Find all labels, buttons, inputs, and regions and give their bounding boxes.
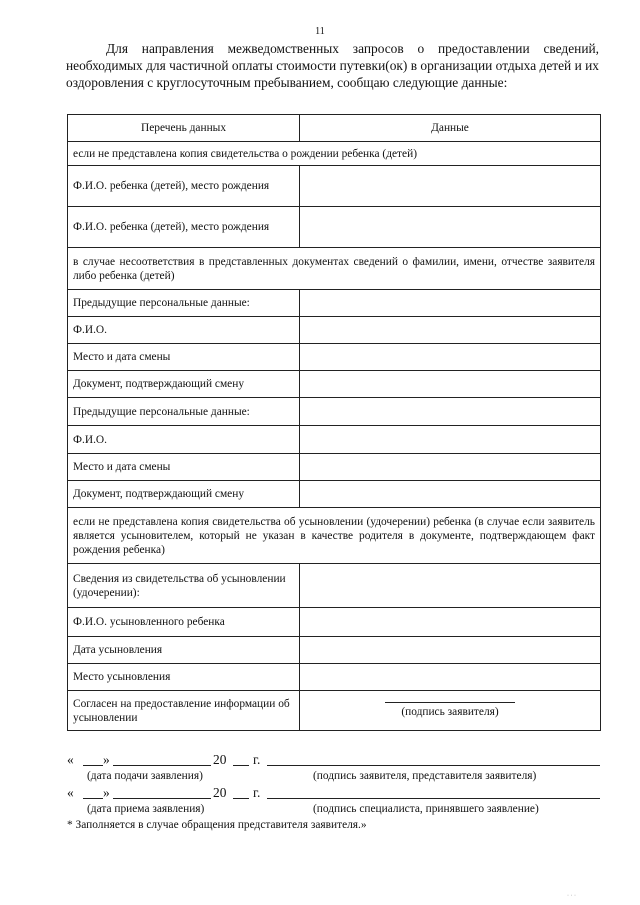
page-number: 11 [315,26,325,37]
signature-blank[interactable] [267,798,600,799]
value-cell[interactable] [300,371,601,398]
month-blank[interactable] [113,798,211,799]
table-row [68,664,601,691]
section-birth-certificate: если не представлена копия свидетельства о рождении ребенка (детей) [68,142,601,166]
reception-date-caption: (дата приема заявления) [87,803,205,815]
quote-close: » [103,785,110,800]
year-prefix: 20 [213,785,227,800]
value-cell[interactable] [300,608,601,637]
header-data-list: Перечень данных [68,115,300,142]
caption-row [67,770,600,784]
row-label: Предыдущие персональные данные: [68,290,300,317]
specialist-signature-caption: (подпись специалиста, принявшего заявление) [313,803,539,815]
year-suffix: г. [253,785,261,800]
table-row [68,398,601,426]
section-row [68,508,601,564]
table-row [68,454,601,481]
signature-caption: (подпись заявителя) [385,702,515,719]
table-row [68,290,601,317]
submission-date-caption: (дата подачи заявления) [87,770,203,782]
row-label: Место усыновления [68,664,300,691]
month-blank[interactable] [113,765,211,766]
value-cell[interactable] [300,637,601,664]
applicant-signature-caption: (подпись заявителя, представителя заявителя) [313,770,537,782]
value-cell[interactable] [300,564,601,608]
section-name-mismatch: в случае несоответствия в представленных документах сведений о фамилии, имени, отчестве заявителя либо ребенка (детей) [68,248,601,290]
row-label: Место и дата смены [68,344,300,371]
row-label: Документ, подтверждающий смену [68,481,300,508]
table-row [68,344,601,371]
signature-cell[interactable] [300,691,601,731]
row-label: Ф.И.О. [68,317,300,344]
year-suffix: г. [253,752,261,767]
row-label: Ф.И.О. ребенка (детей), место рождения [68,166,300,207]
value-cell[interactable] [300,317,601,344]
value-cell[interactable] [300,344,601,371]
footnote: * Заполняется в случае обращения представителя заявителя.» [67,819,367,831]
table-header-row [68,115,601,142]
quote-close: » [103,752,110,767]
row-label: Документ, подтверждающий смену [68,371,300,398]
table-row [68,371,601,398]
submission-date-line [67,752,600,770]
section-adoption-certificate: если не представлена копия свидетельства об усыновлении (удочерении) ребенка (в случае если заявитель является усыновителем, который не указан в качестве родителя в документе, подтверждающем факт рождения ребенка) [68,508,601,564]
table-row [68,317,601,344]
table-row [68,564,601,608]
year-blank[interactable] [233,765,249,766]
row-label: Согласен на предоставление информации об усыновлении [68,691,300,731]
row-label: Сведения из свидетельства об усыновлении (удочерении): [68,564,300,608]
section-row [68,142,601,166]
year-blank[interactable] [233,798,249,799]
table-row [68,481,601,508]
value-cell[interactable] [300,398,601,426]
quote-open: « [67,752,74,767]
table-row [68,426,601,454]
value-cell[interactable] [300,481,601,508]
value-cell[interactable] [300,207,601,248]
year-prefix: 20 [213,752,227,767]
table-row [68,166,601,207]
quote-open: « [67,785,74,800]
row-label: Ф.И.О. усыновленного ребенка [68,608,300,637]
section-row [68,248,601,290]
signature-blank[interactable] [267,765,600,766]
row-label: Место и дата смены [68,454,300,481]
corner-mark: · · · [567,893,576,899]
row-label: Ф.И.О. ребенка (детей), место рождения [68,207,300,248]
value-cell[interactable] [300,426,601,454]
reception-date-line [67,785,600,803]
header-data: Данные [300,115,601,142]
value-cell[interactable] [300,454,601,481]
table-row [68,608,601,637]
table-row [68,207,601,248]
day-blank[interactable] [83,798,103,799]
data-table [67,114,601,731]
day-blank[interactable] [83,765,103,766]
table-row [68,637,601,664]
value-cell[interactable] [300,664,601,691]
row-label: Ф.И.О. [68,426,300,454]
caption-row [67,803,600,817]
row-label: Предыдущие персональные данные: [68,398,300,426]
value-cell[interactable] [300,166,601,207]
table-row [68,691,601,731]
row-label: Дата усыновления [68,637,300,664]
value-cell[interactable] [300,290,601,317]
intro-paragraph: Для направления межведомственных запросов о предоставлении сведений, необходимых для частичной оплаты стоимости путевки(ок) в организации отдыха детей и их оздоровления с круглосуточным пребыванием, сообщаю следующие данные: [66,41,599,91]
